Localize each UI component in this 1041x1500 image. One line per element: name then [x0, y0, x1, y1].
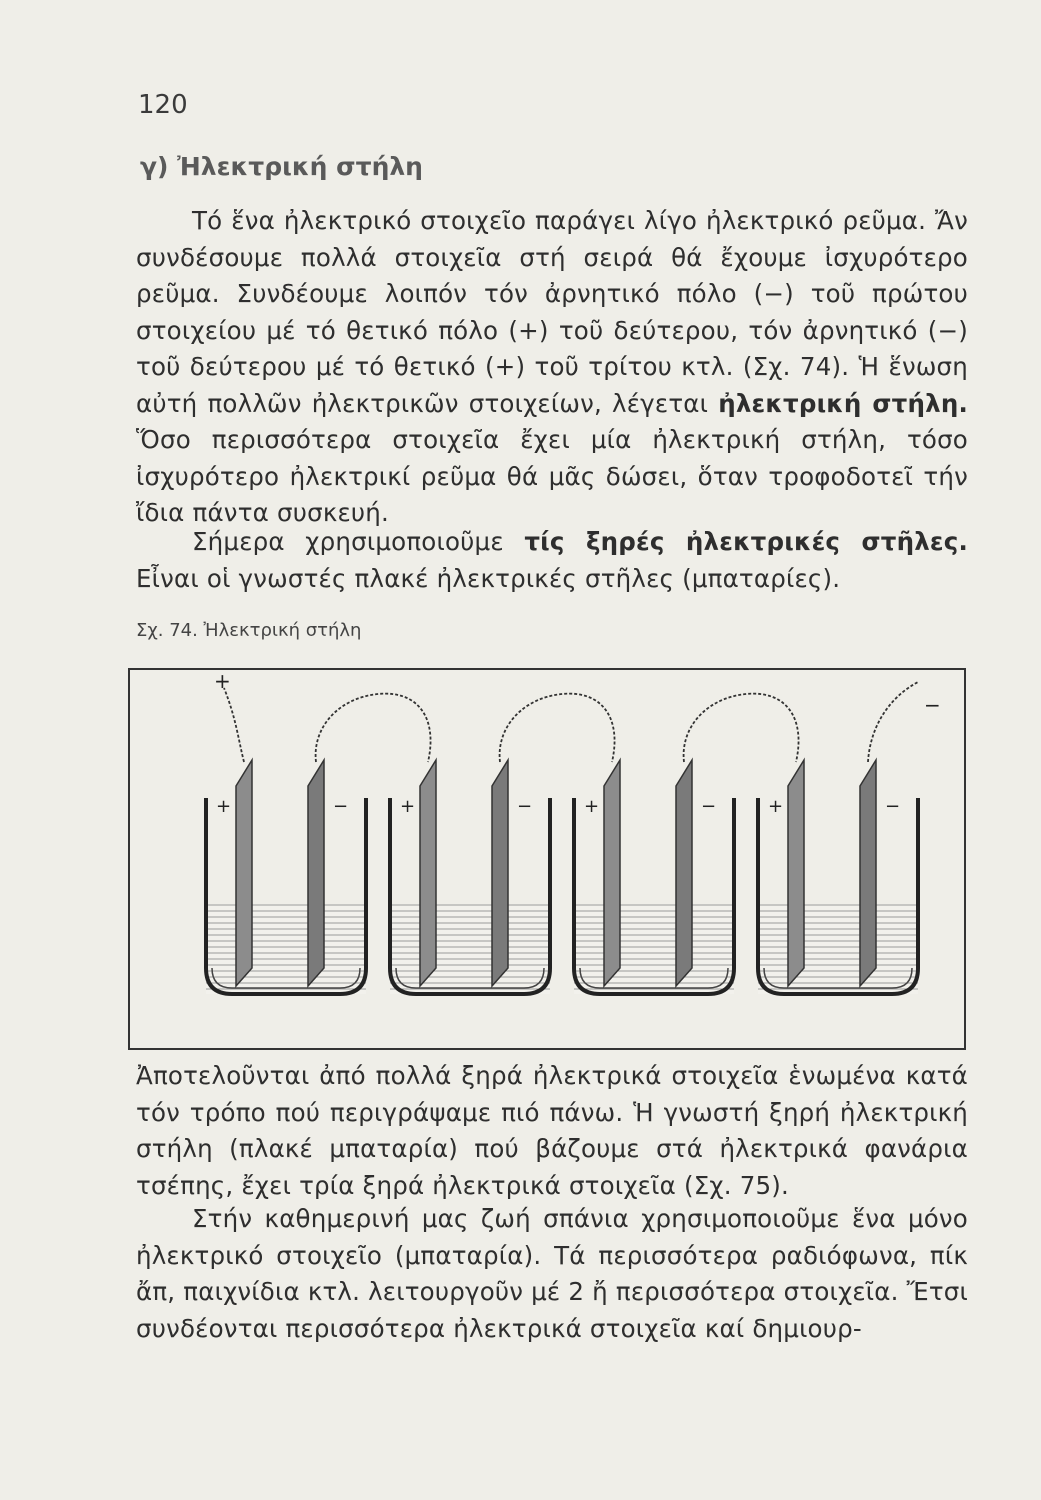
- plate-negative: [860, 760, 876, 986]
- paragraph-1: [136, 203, 968, 532]
- cell-2: [390, 760, 550, 994]
- electrolyte: [390, 904, 550, 994]
- plus-label: +: [584, 796, 600, 817]
- cell-4: [758, 760, 918, 994]
- figure-caption: Σχ. 74. Ἠλεκτρική στήλη: [136, 620, 362, 641]
- paragraph-2: [136, 524, 968, 597]
- plus-label: +: [216, 796, 232, 817]
- paragraph-2-term: τίς ξηρές ἠλεκτρικές στῆλες.: [524, 527, 968, 556]
- plate-positive: [420, 760, 436, 986]
- minus-label: −: [701, 796, 717, 817]
- page-number: 120: [138, 90, 188, 120]
- cell-3: [574, 760, 734, 994]
- wire-1-2: [316, 694, 431, 762]
- paragraph-3: Ἀποτελοῦνται ἀπό πολλά ξηρά ἠλεκτρικά στοιχεῖα ἑνωμένα κατά τόν τρόπο πού περιγράψαμε πιό πάνω. Ἡ γνωστή ξηρή ἠλεκτρική στήλη (πλακέ μπαταρία) πού βάζουμε στά ἠλεκτρικά φανάρια τσέπης, ἔχει τρία ξηρά ἠλεκτρικά στοιχεῖα (Σχ. 75).: [136, 1061, 968, 1200]
- wire-terminal-positive: [224, 688, 244, 762]
- paragraph-1-rest: Ὅσο περισσότερα στοιχεῖα ἔχει μία ἠλεκτρική στήλη, τόσο ἰσχυρότερο ἠλεκτρικί ρεῦμα θά μᾶς δώσει, ὅταν τροφοδοτεῖ τήν ἴδια πάντα συσκευή.: [136, 425, 968, 527]
- paragraph-2-lead: Σήμερα χρησιμοποιοῦμε: [192, 527, 504, 556]
- plate-negative: [492, 760, 508, 986]
- electrolyte: [758, 904, 918, 994]
- coiled-wires: [224, 682, 918, 762]
- plate-negative: [676, 760, 692, 986]
- paragraph-4: [136, 1201, 968, 1347]
- plate-positive: [604, 760, 620, 986]
- plus-label: +: [768, 796, 784, 817]
- paragraph-4-text: Στήν καθημερινή μας ζωή σπάνια χρησιμοποιοῦμε ἕνα μόνο ἠλεκτρικό στοιχεῖο (μπαταρία). Τά περισσότερα ραδιόφωνα, πίκ ἄπ, παιχνίδια κτλ. λειτουργοῦν μέ 2 ἤ περισσότερα στοιχεῖα. Ἔτσι συνδέονται περισσότερα ἠλεκτρικά στοιχεῖα καί δημιουρ-: [136, 1204, 968, 1343]
- wire-3-4: [684, 694, 799, 762]
- paragraph-1-lead: Τό ἕνα ἠλεκτρικό στοιχεῖο παράγει λίγο ἠλεκτρικό ρεῦμα. Ἄν συνδέσουμε πολλά στοιχεῖα στή σειρά θά ἔχουμε ἰσχυρότερο ρεῦμα. Συνδέουμε λοιπόν τόν ἀρνητικό πόλο (−) τοῦ πρώτου στοιχείου μέ τό θετικό πόλο (+) τοῦ δεύτερου, τόν ἀρνητικό (−) τοῦ δεύτερου μέ τό θετικό (+) τοῦ τρίτου κτλ. (Σχ. 74). Ἡ ἕνωση αὐτή πολλῶν ἠλεκτρικῶν στοιχείων, λέγεται: [136, 206, 968, 418]
- plate-positive: [788, 760, 804, 986]
- plate-negative: [308, 760, 324, 986]
- electrolyte: [574, 904, 734, 994]
- wire-2-3: [500, 694, 615, 762]
- minus-label: −: [333, 796, 349, 817]
- cell-1: [206, 760, 366, 994]
- minus-label: −: [885, 796, 901, 817]
- terminal-minus-label: −: [924, 693, 941, 717]
- plate-positive: [236, 760, 252, 986]
- terminal-plus-label: +: [214, 669, 231, 693]
- paragraph-2-rest: Εἶναι οἱ γνωστές πλακέ ἠλεκτρικές στῆλες (μπαταρίες).: [136, 563, 841, 593]
- electrolyte: [206, 904, 366, 994]
- wire-terminal-negative: [868, 682, 918, 762]
- paragraph-1-term: ἠλεκτρική στήλη.: [718, 388, 968, 418]
- plus-label: +: [400, 796, 416, 817]
- minus-label: −: [517, 796, 533, 817]
- battery-figure: [128, 668, 966, 1050]
- section-heading: γ) Ἠλεκτρική στήλη: [140, 152, 423, 181]
